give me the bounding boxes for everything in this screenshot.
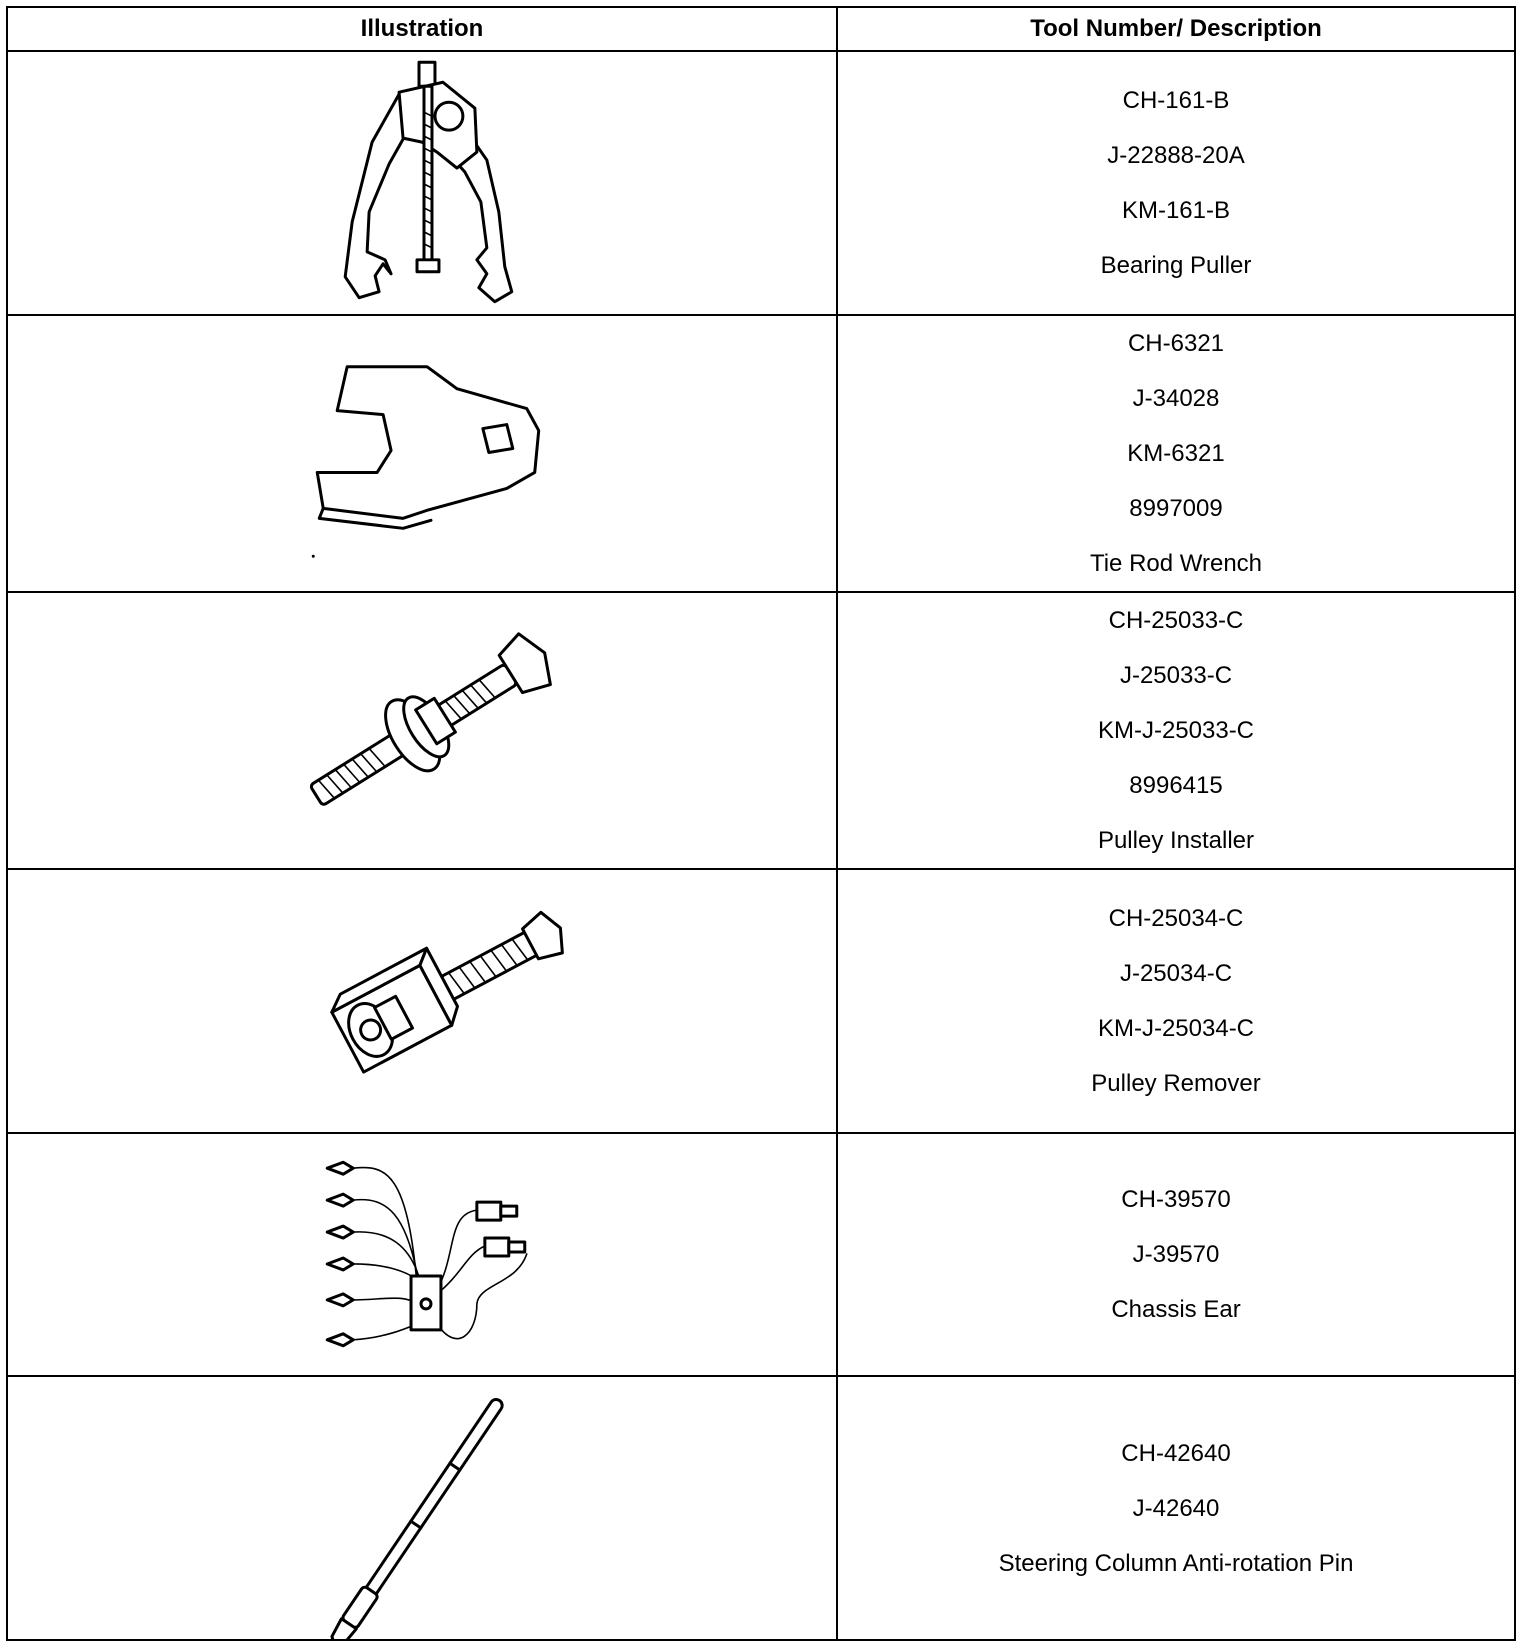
tool-description: Chassis Ear: [1111, 1296, 1241, 1323]
tool-number: KM-J-25034-C: [1097, 1015, 1255, 1042]
tool-description: Bearing Puller: [1100, 252, 1252, 279]
illustration-cell: [7, 1133, 837, 1376]
tool-description: Steering Column Anti-rotation Pin: [998, 1549, 1354, 1577]
tool-number: CH-161-B: [1122, 87, 1230, 114]
tie-rod-wrench-icon: [8, 316, 836, 591]
illustration-cell: [7, 592, 837, 869]
tool-number: KM-J-25033-C: [1097, 717, 1255, 744]
tool-number: J-25033-C: [1119, 662, 1233, 689]
tool-number: CH-25034-C: [1108, 905, 1244, 932]
tool-number: CH-39570: [1121, 1186, 1231, 1213]
special-tools-table: [6, 6, 1516, 1641]
tool-number: KM-6321: [1127, 440, 1225, 467]
pulley-installer-icon: [8, 593, 836, 868]
bearing-puller-icon: [8, 52, 836, 314]
tool-number: J-22888-20A: [1107, 142, 1245, 169]
tool-number: KM-161-B: [1121, 197, 1231, 224]
illustration-cell: [7, 51, 837, 315]
table-row: [7, 51, 1515, 315]
table-row: [7, 869, 1515, 1133]
tool-number: J-39570: [1132, 1241, 1220, 1268]
tool-description: Pulley Installer: [1097, 827, 1255, 854]
tool-description-cell: [837, 1376, 1515, 1640]
tool-description-cell: [837, 51, 1515, 315]
anti-rotation-pin-icon: [8, 1377, 836, 1639]
tool-number: 8997009: [1129, 495, 1223, 522]
header-row: [7, 7, 1515, 51]
tool-description: Tie Rod Wrench: [1089, 550, 1263, 577]
illustration-cell: [7, 869, 837, 1133]
tool-number: J-25034-C: [1119, 960, 1233, 987]
pulley-remover-icon: [8, 870, 836, 1132]
tool-description-header: Tool Number/ Description: [837, 7, 1515, 51]
table-row: [7, 1133, 1515, 1376]
tool-description: Pulley Remover: [1091, 1070, 1261, 1097]
tool-number: CH-42640: [1121, 1439, 1231, 1467]
tool-description-cell: [837, 869, 1515, 1133]
tool-number: J-42640: [1132, 1494, 1220, 1522]
chassis-ear-icon: [8, 1134, 836, 1375]
illustration-cell: [7, 1376, 837, 1640]
tool-number: 8996415: [1129, 772, 1223, 799]
illustration-header: Illustration: [7, 7, 837, 51]
tool-description-cell: [837, 592, 1515, 869]
table-row: [7, 592, 1515, 869]
tool-number: J-34028: [1132, 385, 1220, 412]
tool-number: CH-25033-C: [1108, 607, 1244, 634]
tool-description-cell: [837, 315, 1515, 592]
illustration-cell: [7, 315, 837, 592]
table-row: [7, 315, 1515, 592]
tool-number: CH-6321: [1127, 330, 1225, 357]
table-row: [7, 1376, 1515, 1640]
tool-description-cell: [837, 1133, 1515, 1376]
